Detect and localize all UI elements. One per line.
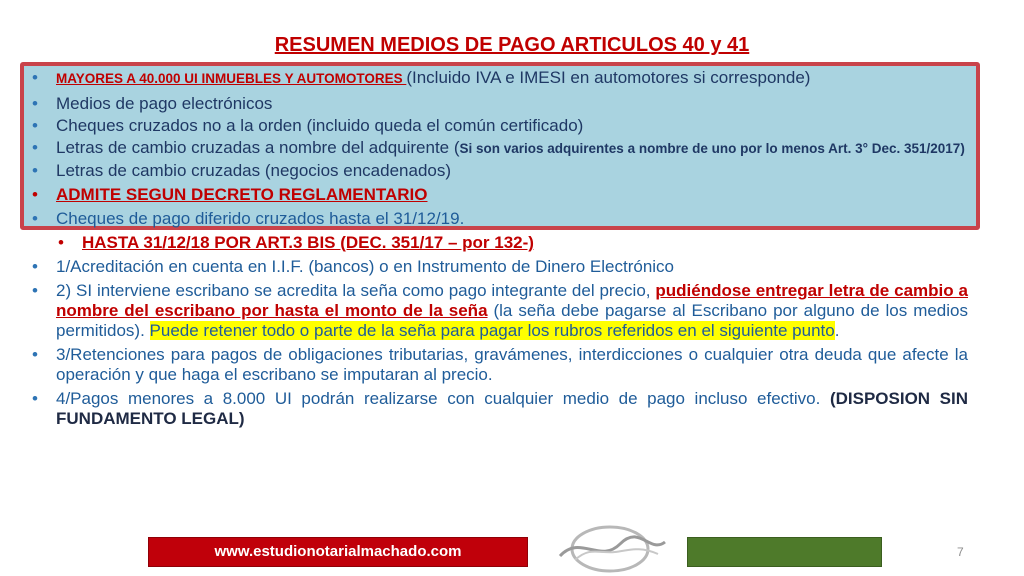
bullet-pagos-menores — [30, 389, 968, 429]
slide-title: RESUMEN MEDIOS DE PAGO ARTICULOS 40 y 41 — [274, 34, 750, 56]
slide-content — [30, 68, 968, 429]
admite-text: ADMITE SEGUN DECRETO REGLAMENTARIO — [56, 185, 428, 204]
cheques-diferido-text: Cheques de pago diferido cruzados hasta el 31/12/19. — [56, 209, 465, 228]
bullet-retenciones — [30, 345, 968, 385]
mayores-note: (Incluido IVA e IMESI en automotores si corresponde) — [406, 68, 811, 87]
bullet-escribano — [30, 281, 968, 341]
escribano-text-b: pudiéndose entregar letra de cambio a nombre del escribano por hasta el monto de la seña — [56, 281, 968, 320]
bullet-list — [30, 68, 968, 429]
bullet-hasta — [30, 233, 968, 253]
acreditacion-text: 1/Acreditación en cuenta en I.I.F. (bancos) o en Instrumento de Dinero Electrónico — [56, 257, 675, 276]
website-link-button[interactable]: www.estudionotarialmachado.com — [148, 537, 528, 567]
bullet-admite — [30, 185, 968, 205]
hasta-text: HASTA 31/12/18 POR ART.3 BIS (DEC. 351/17 – por 132-) — [82, 233, 534, 252]
letras-adquirente-note: Si son varios adquirentes a nombre de uno por lo menos Art. 3° Dec. 351/2017) — [459, 141, 965, 156]
bullet-letras-encadenados — [30, 161, 968, 181]
escribania-signature-logo-icon — [540, 524, 680, 574]
electronicos-text: Medios de pago electrónicos — [56, 94, 273, 113]
bullet-electronicos — [30, 94, 968, 114]
escribano-text-a: 2) SI interviene escribano se acredita la seña como pago integrante del precio, — [56, 281, 656, 300]
bullet-acreditacion — [30, 257, 968, 277]
mayores-label: MAYORES A 40.000 UI INMUEBLES Y AUTOMOTORES — [56, 71, 407, 86]
letras-adquirente-text: Letras de cambio cruzadas a nombre del adquirente ( — [56, 138, 460, 157]
escribano-text-d: Puede retener todo o parte de la seña para pagar los rubros referidos en el siguiente punto — [149, 321, 835, 340]
bullet-cheques-cruzados — [30, 116, 968, 136]
letras-encadenados-text: Letras de cambio cruzadas (negocios encadenados) — [56, 161, 452, 180]
pagos-menores-text: 4/Pagos menores a 8.000 UI podrán realizarse con cualquier medio de pago incluso efectivo. — [56, 389, 830, 408]
page-number: 7 — [957, 545, 964, 559]
pagos-menores-note: (DISPOSION SIN FUNDAMENTO LEGAL) — [56, 389, 968, 428]
green-footer-button[interactable] — [687, 537, 882, 567]
bullet-letras-adquirente — [30, 138, 968, 159]
bullet-mayores — [30, 68, 968, 89]
bullet-cheques-diferido — [30, 209, 968, 229]
escribano-text-c: (la seña debe pagarse al Escribano por alguno de los medios permitidos). — [56, 301, 968, 340]
cheques-cruzados-text: Cheques cruzados no a la orden (incluido queda el común certificado) — [56, 116, 584, 135]
escribano-text-e: . — [834, 321, 840, 340]
retenciones-text: 3/Retenciones para pagos de obligaciones tributarias, gravámenes, interdicciones o cualquier otra deuda que afecte la operación y que haga el escribano se imputaran al precio. — [56, 345, 968, 384]
